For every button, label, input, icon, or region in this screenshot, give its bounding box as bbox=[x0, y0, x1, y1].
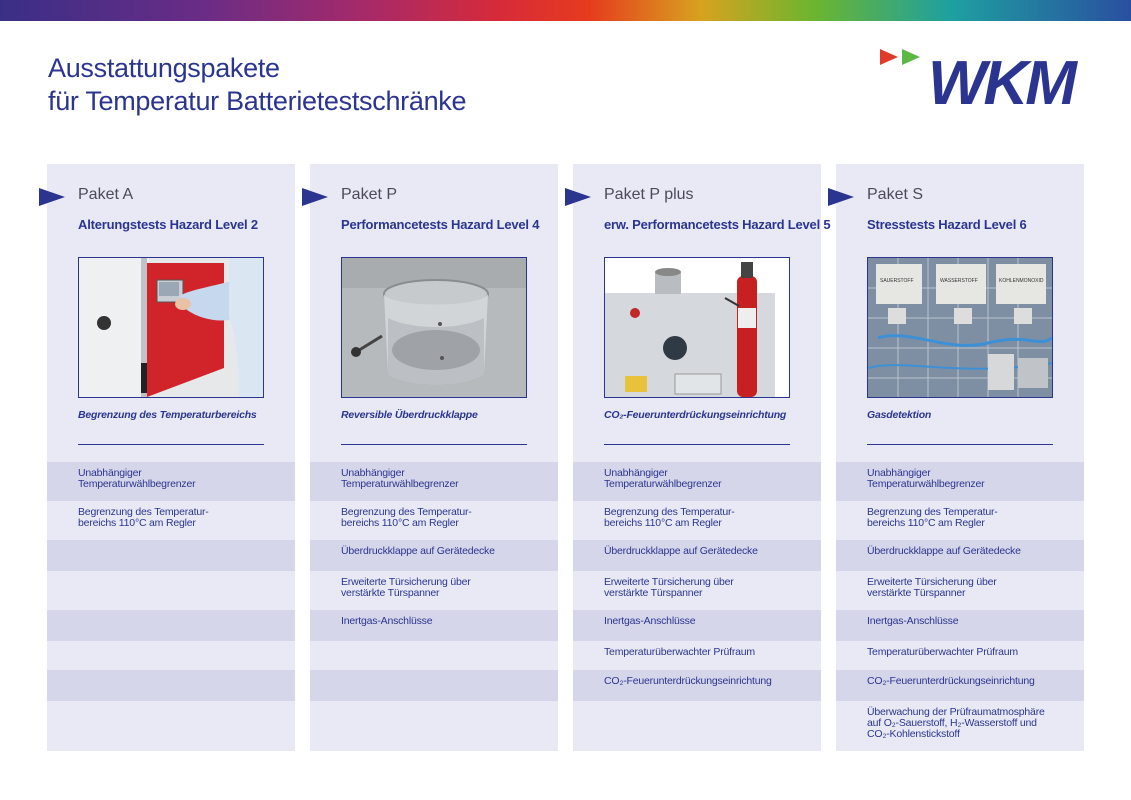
divider-line bbox=[604, 444, 790, 445]
package-subtitle: Stresstests Hazard Level 6 bbox=[867, 217, 1027, 232]
feature-row: Überdruckklappe auf Gerätedecke bbox=[310, 540, 558, 571]
feature-row: Temperaturüberwachter Prüfraum bbox=[836, 641, 1084, 670]
package-column-p bbox=[310, 164, 558, 751]
feature-list bbox=[573, 462, 821, 701]
package-subtitle: Alterungstests Hazard Level 2 bbox=[78, 217, 258, 232]
page-title-line1: Ausstattungspakete bbox=[48, 53, 280, 83]
logo-arrows-icon bbox=[880, 49, 926, 69]
feature-list bbox=[836, 462, 1084, 751]
feature-row bbox=[47, 641, 295, 670]
feature-row: CO₂-Feuerunterdrückungseinrichtung bbox=[573, 670, 821, 701]
co2-bottle-chamber-photo bbox=[604, 257, 790, 398]
photo-caption: CO₂-Feuerunterdrückungseinrichtung bbox=[604, 409, 787, 421]
page-title-line2: für Temperatur Batterietestschränke bbox=[48, 86, 467, 116]
feature-row: Überdruckklappe auf Gerätedecke bbox=[836, 540, 1084, 571]
package-name: Paket S bbox=[867, 186, 924, 203]
feature-list bbox=[47, 462, 295, 701]
feature-row: Begrenzung des Temperatur- bereichs 110°C am Regler bbox=[836, 501, 1084, 540]
feature-row: Erweiterte Türsicherung über verstärkte Türspanner bbox=[310, 571, 558, 610]
package-column-p-plus bbox=[573, 164, 831, 751]
feature-row: Überwachung der Prüfraumatmosphäre auf O₂-Sauerstoff, H₂-Wasserstoff und CO₂-Kohlenstickstoff bbox=[836, 701, 1084, 751]
pressure-relief-flap-photo bbox=[341, 257, 527, 398]
climate-chamber-door-photo bbox=[78, 257, 264, 398]
feature-row bbox=[47, 610, 295, 641]
feature-row: Erweiterte Türsicherung über verstärkte Türspanner bbox=[573, 571, 821, 610]
feature-row bbox=[47, 670, 295, 701]
feature-row: Unabhängiger Temperaturwählbegrenzer bbox=[836, 462, 1084, 501]
feature-row: Begrenzung des Temperatur- bereichs 110°C am Regler bbox=[47, 501, 295, 540]
feature-row: Unabhängiger Temperaturwählbegrenzer bbox=[573, 462, 821, 501]
feature-row bbox=[47, 540, 295, 571]
photo-caption: Gasdetektion bbox=[867, 409, 932, 421]
feature-row: Begrenzung des Temperatur- bereichs 110°C am Regler bbox=[310, 501, 558, 540]
detector-label: SAUERSTOFF bbox=[880, 278, 914, 284]
package-column-a bbox=[47, 164, 295, 751]
feature-row bbox=[310, 670, 558, 701]
feature-row: Überdruckklappe auf Gerätedecke bbox=[573, 540, 821, 571]
photo-caption: Begrenzung des Temperaturbereichs bbox=[78, 409, 257, 421]
package-subtitle: Performancetests Hazard Level 4 bbox=[341, 217, 540, 232]
detector-label: WASSERSTOFF bbox=[940, 278, 978, 284]
divider-line bbox=[78, 444, 264, 445]
feature-row bbox=[310, 641, 558, 670]
rainbow-header-bar bbox=[0, 0, 1131, 21]
divider-line bbox=[341, 444, 527, 445]
package-name: Paket P plus bbox=[604, 186, 694, 203]
pointer-arrow-icon bbox=[39, 188, 65, 208]
pointer-arrow-icon bbox=[565, 188, 591, 208]
pointer-arrow-icon bbox=[302, 188, 328, 208]
photo-caption: Reversible Überdruckklappe bbox=[341, 409, 478, 421]
divider-line bbox=[867, 444, 1053, 445]
package-subtitle: erw. Performancetests Hazard Level 5 bbox=[604, 217, 831, 232]
package-name: Paket A bbox=[78, 186, 134, 203]
feature-row: CO₂-Feuerunterdrückungseinrichtung bbox=[836, 670, 1084, 701]
package-name: Paket P bbox=[341, 186, 398, 203]
feature-row bbox=[47, 571, 295, 610]
feature-row: Begrenzung des Temperatur- bereichs 110°C am Regler bbox=[573, 501, 821, 540]
feature-row: Inertgas-Anschlüsse bbox=[310, 610, 558, 641]
wkm-logo bbox=[880, 45, 1085, 117]
gas-detection-panel-photo bbox=[867, 257, 1053, 398]
feature-row: Inertgas-Anschlüsse bbox=[836, 610, 1084, 641]
pointer-arrow-icon bbox=[828, 188, 854, 208]
feature-row: Unabhängiger Temperaturwählbegrenzer bbox=[310, 462, 558, 501]
feature-row: Temperaturüberwachter Prüfraum bbox=[573, 641, 821, 670]
logo-wordmark: WKM bbox=[928, 49, 1074, 118]
page-title bbox=[48, 52, 466, 118]
feature-row: Inertgas-Anschlüsse bbox=[573, 610, 821, 641]
package-column-s bbox=[836, 164, 1084, 751]
detector-label: KOHLENMONOXID bbox=[999, 278, 1044, 284]
feature-row: Unabhängiger Temperaturwählbegrenzer bbox=[47, 462, 295, 501]
feature-row: Erweiterte Türsicherung über verstärkte Türspanner bbox=[836, 571, 1084, 610]
feature-list bbox=[310, 462, 558, 701]
